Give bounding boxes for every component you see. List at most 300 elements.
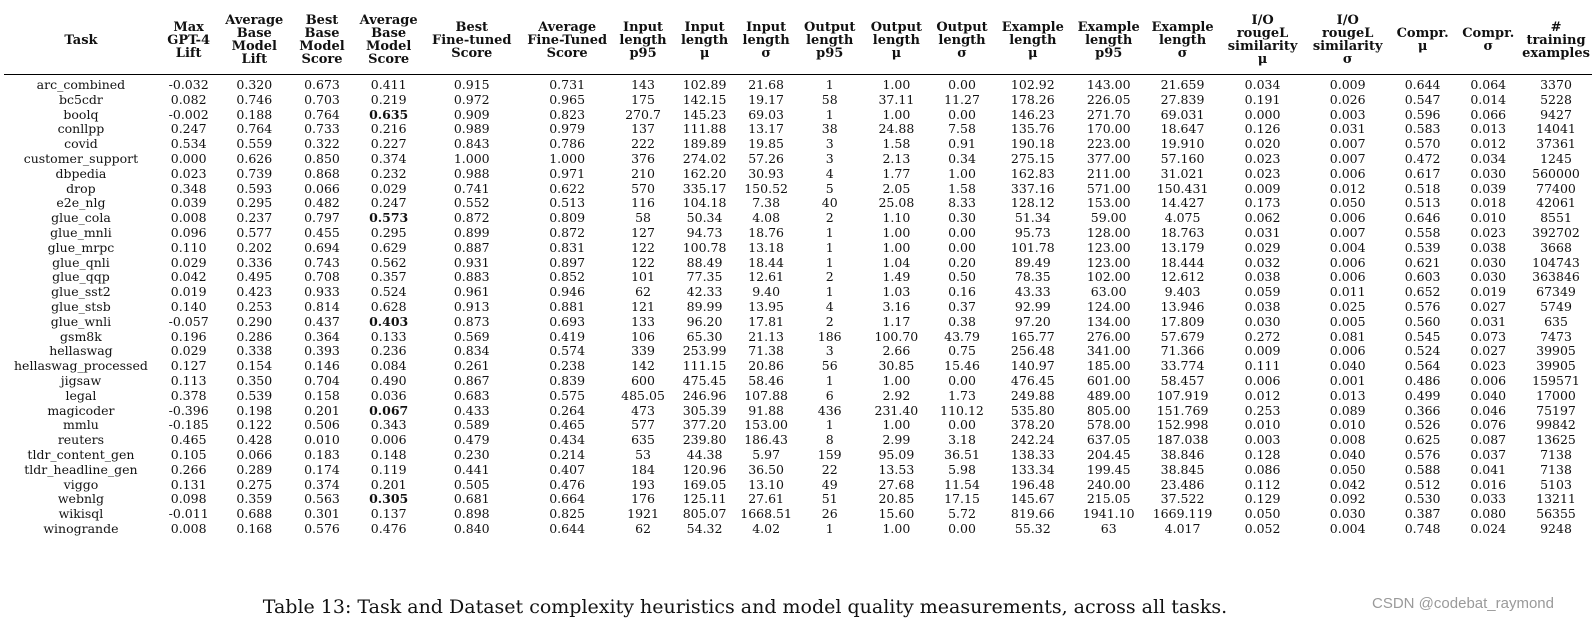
table-row xyxy=(4,270,1592,285)
value-cell: 0.407 xyxy=(549,461,586,477)
value-cell: 377.20 xyxy=(682,417,727,433)
column-header: # training examples xyxy=(1520,8,1592,75)
value-cell: 1921 xyxy=(627,506,659,522)
value-cell: 17000 xyxy=(1536,387,1576,403)
value-cell: 0.739 xyxy=(236,165,273,181)
value-cell: 21.659 xyxy=(1160,77,1205,92)
value-cell: 0.011 xyxy=(1329,284,1366,300)
task-name-cell: customer_support xyxy=(23,150,139,166)
value-cell: 0.007 xyxy=(1329,150,1366,166)
value-cell: 0.419 xyxy=(549,328,586,344)
value-cell: 89.99 xyxy=(686,298,723,314)
value-cell: 38 xyxy=(821,121,838,137)
task-name-cell: glue_wnli xyxy=(50,313,112,329)
value-cell: 378.20 xyxy=(1010,417,1055,433)
value-cell: 42061 xyxy=(1536,195,1576,211)
value-cell: 1.00 xyxy=(882,106,911,122)
value-cell: 0.027 xyxy=(1470,298,1507,314)
task-name-cell: tldr_content_gen xyxy=(27,446,135,462)
task-name-cell: mmlu xyxy=(63,417,99,433)
value-cell: 0.092 xyxy=(1329,491,1366,507)
value-cell: 0.023 xyxy=(1470,224,1507,240)
value-cell: 0.946 xyxy=(549,284,586,300)
value-cell: 143 xyxy=(631,77,655,92)
value-cell: 57.160 xyxy=(1160,150,1205,166)
value-cell: 0.741 xyxy=(453,180,490,196)
value-cell: 116 xyxy=(631,195,655,211)
value-cell: 0.059 xyxy=(1244,284,1281,300)
value-cell: 1.00 xyxy=(882,224,911,240)
value-cell: 0.338 xyxy=(236,343,273,359)
value-cell: 485.05 xyxy=(621,387,665,403)
value-cell: 145.67 xyxy=(1010,491,1055,507)
value-cell: 0.573 xyxy=(369,210,409,226)
value-cell: 0.030 xyxy=(1470,165,1507,181)
task-name-cell: winogrande xyxy=(43,520,119,536)
value-cell: 0.441 xyxy=(453,461,490,477)
value-cell: 99842 xyxy=(1536,417,1576,433)
value-cell: 0.003 xyxy=(1244,432,1281,448)
value-cell: 0.972 xyxy=(453,91,490,107)
value-cell: 0.524 xyxy=(1404,343,1441,359)
value-cell: 13.10 xyxy=(748,476,785,492)
value-cell: 0.320 xyxy=(236,77,273,92)
value-cell: 211.00 xyxy=(1086,165,1131,181)
task-name-cell: legal xyxy=(65,387,97,403)
value-cell: 0.113 xyxy=(170,372,207,388)
value-cell: 339 xyxy=(631,343,655,359)
task-name-cell: wikisql xyxy=(58,506,104,522)
value-cell: 0.006 xyxy=(1329,343,1366,359)
value-cell: 0.137 xyxy=(370,506,407,522)
value-cell: 0.023 xyxy=(1244,165,1281,181)
value-cell: 1 xyxy=(825,284,834,300)
value-cell: 19.85 xyxy=(748,136,785,152)
value-cell: 0.913 xyxy=(453,298,490,314)
value-cell: 0.012 xyxy=(1470,136,1507,152)
table-row xyxy=(4,389,1592,404)
value-cell: 36.51 xyxy=(944,446,980,462)
value-cell: 0.198 xyxy=(236,402,273,418)
value-cell: 231.40 xyxy=(874,402,919,418)
value-cell: 138.33 xyxy=(1010,446,1055,462)
value-cell: 0.005 xyxy=(1329,313,1366,329)
value-cell: 18.44 xyxy=(748,254,785,270)
value-cell: 0.764 xyxy=(236,121,273,137)
value-cell: 1.00 xyxy=(882,372,911,388)
value-cell: 0.067 xyxy=(369,402,409,418)
value-cell: 0.216 xyxy=(370,121,407,137)
value-cell: 0.154 xyxy=(236,358,273,374)
value-cell: 92.99 xyxy=(1014,298,1051,314)
value-cell: 75197 xyxy=(1536,402,1576,418)
value-cell: 0.232 xyxy=(370,165,407,181)
value-cell: 178.26 xyxy=(1010,91,1055,107)
task-name-cell: glue_sst2 xyxy=(51,284,111,300)
value-cell: 1 xyxy=(825,239,834,255)
value-cell: 635 xyxy=(1544,313,1568,329)
value-cell: 256.48 xyxy=(1010,343,1055,359)
value-cell: 0.455 xyxy=(304,224,340,240)
value-cell: 151.769 xyxy=(1156,402,1209,418)
value-cell: 0.042 xyxy=(1329,476,1366,492)
table-row xyxy=(4,182,1592,197)
value-cell: 0.023 xyxy=(1244,150,1281,166)
value-cell: 133 xyxy=(631,313,655,329)
value-cell: 4.08 xyxy=(752,210,781,226)
value-cell: 0.583 xyxy=(1404,121,1441,137)
value-cell: 0.00 xyxy=(948,520,976,536)
column-header: Average Base Model Score xyxy=(355,8,423,75)
value-cell: 571.00 xyxy=(1086,180,1131,196)
value-cell: 0.809 xyxy=(549,210,586,226)
value-cell: 8.33 xyxy=(948,195,976,211)
value-cell: 0.214 xyxy=(549,446,586,462)
column-header: Input length μ xyxy=(673,8,737,75)
value-cell: 13.95 xyxy=(748,298,785,314)
value-cell: 0.814 xyxy=(304,298,340,314)
value-cell: 0.038 xyxy=(1470,239,1507,255)
value-cell: 0.840 xyxy=(453,520,490,536)
value-cell: 128.00 xyxy=(1086,224,1131,240)
value-cell: 8 xyxy=(825,432,834,448)
value-cell: 0.839 xyxy=(549,372,586,388)
value-cell: 0.506 xyxy=(304,417,340,433)
value-cell: 4 xyxy=(825,165,834,181)
value-cell: 240.00 xyxy=(1086,476,1131,492)
column-header: Input length σ xyxy=(736,8,795,75)
value-cell: 0.227 xyxy=(370,136,407,152)
value-cell: 0.275 xyxy=(236,476,273,492)
value-cell: 3370 xyxy=(1540,77,1572,92)
value-cell: 7.38 xyxy=(752,195,781,211)
value-cell: 37.11 xyxy=(878,91,915,107)
value-cell: 2.99 xyxy=(882,432,911,448)
value-cell: 2.05 xyxy=(882,180,911,196)
value-cell: 0.018 xyxy=(1470,195,1507,211)
value-cell: 577 xyxy=(631,417,655,433)
value-cell: 56355 xyxy=(1536,506,1576,522)
value-cell: 0.596 xyxy=(1404,106,1441,122)
value-cell: 275.15 xyxy=(1010,150,1055,166)
value-cell: 0.010 xyxy=(304,432,340,448)
value-cell: 0.127 xyxy=(170,358,207,374)
table-body xyxy=(4,75,1592,537)
value-cell: 0.030 xyxy=(1470,254,1507,270)
value-cell: 0.897 xyxy=(549,254,586,270)
value-cell: 0.006 xyxy=(1244,372,1281,388)
value-cell: 0.552 xyxy=(453,195,490,211)
value-cell: 94.73 xyxy=(686,224,723,240)
value-cell: 0.032 xyxy=(1244,254,1281,270)
value-cell: 0.629 xyxy=(370,239,407,255)
value-cell: 0.001 xyxy=(1329,372,1366,388)
value-cell: 30.85 xyxy=(878,358,915,374)
value-cell: 0.872 xyxy=(549,224,586,240)
value-cell: 0.37 xyxy=(948,298,976,314)
task-name-cell: glue_mnli xyxy=(50,224,112,240)
task-name-cell: e2e_nlg xyxy=(56,195,106,211)
value-cell: 0.031 xyxy=(1470,313,1507,329)
value-cell: 0.006 xyxy=(1470,372,1507,388)
table-row xyxy=(4,256,1592,271)
value-cell: 0.013 xyxy=(1470,121,1507,137)
value-cell: 0.024 xyxy=(1470,520,1507,536)
table-row xyxy=(4,374,1592,389)
value-cell: 0.038 xyxy=(1244,298,1281,314)
value-cell: 111.15 xyxy=(682,358,727,374)
value-cell: 578.00 xyxy=(1086,417,1131,433)
complexity-table xyxy=(4,8,1592,537)
value-cell: 0.038 xyxy=(1244,269,1281,285)
value-cell: 0.513 xyxy=(549,195,586,211)
value-cell: 1.49 xyxy=(882,269,911,285)
task-name-cell: hellaswag_processed xyxy=(14,358,148,374)
column-header: Output length μ xyxy=(864,8,930,75)
value-cell: 0.589 xyxy=(453,417,490,433)
value-cell: 0.575 xyxy=(549,387,586,403)
value-cell: 0.703 xyxy=(304,91,340,107)
value-cell: 0.526 xyxy=(1404,417,1441,433)
value-cell: 5749 xyxy=(1540,298,1572,314)
value-cell: 175 xyxy=(631,91,655,107)
value-cell: 143.00 xyxy=(1086,77,1131,92)
value-cell: 0.013 xyxy=(1329,387,1366,403)
value-cell: 560000 xyxy=(1532,165,1580,181)
column-header: Input length p95 xyxy=(613,8,672,75)
value-cell: 635 xyxy=(631,432,655,448)
task-name-cell: glue_cola xyxy=(51,210,111,226)
value-cell: 0.039 xyxy=(1470,180,1507,196)
value-cell: 0.112 xyxy=(1244,476,1281,492)
value-cell: 0.00 xyxy=(948,106,976,122)
value-cell: 12.612 xyxy=(1160,269,1205,285)
value-cell: 0.012 xyxy=(1244,387,1281,403)
value-cell: 1 xyxy=(825,417,834,433)
value-cell: 104743 xyxy=(1532,254,1580,270)
value-cell: 0.873 xyxy=(453,313,490,329)
value-cell: 0.708 xyxy=(304,269,340,285)
value-cell: 2.13 xyxy=(882,150,911,166)
task-name-cell: tldr_headline_gen xyxy=(24,461,138,477)
value-cell: 21.68 xyxy=(748,77,785,92)
value-cell: 0.673 xyxy=(304,77,340,92)
value-cell: 1.00 xyxy=(882,520,911,536)
value-cell: 0.562 xyxy=(370,254,407,270)
value-cell: 0.031 xyxy=(1244,224,1281,240)
value-cell: 805.07 xyxy=(682,506,727,522)
value-cell: 89.49 xyxy=(1014,254,1051,270)
value-cell: 5 xyxy=(825,180,834,196)
value-cell: 0.010 xyxy=(1329,417,1366,433)
value-cell: 186 xyxy=(817,328,842,344)
value-cell: 38.845 xyxy=(1160,461,1205,477)
value-cell: 0.196 xyxy=(170,328,207,344)
value-cell: 122 xyxy=(631,254,655,270)
value-cell: 27.68 xyxy=(878,476,915,492)
value-cell: 0.146 xyxy=(304,358,340,374)
value-cell: 0.545 xyxy=(1404,328,1441,344)
value-cell: 0.00 xyxy=(948,77,976,92)
value-cell: 0.825 xyxy=(549,506,586,522)
value-cell: -0.396 xyxy=(168,402,209,418)
value-cell: 0.110 xyxy=(170,239,207,255)
value-cell: 65.30 xyxy=(686,328,723,344)
value-cell: 0.476 xyxy=(549,476,586,492)
value-cell: 22 xyxy=(821,461,838,477)
table-row xyxy=(4,196,1592,211)
value-cell: 102.92 xyxy=(1010,77,1055,92)
value-cell: 0.931 xyxy=(453,254,490,270)
value-cell: 0.030 xyxy=(1470,269,1507,285)
value-cell: 0.868 xyxy=(304,165,340,181)
value-cell: 190.18 xyxy=(1010,136,1055,152)
value-cell: 0.635 xyxy=(369,106,409,122)
value-cell: 0.029 xyxy=(1244,239,1281,255)
value-cell: 0.286 xyxy=(236,328,273,344)
column-header: Task xyxy=(4,8,158,75)
value-cell: 0.031 xyxy=(1329,121,1366,137)
value-cell: 305.39 xyxy=(682,402,727,418)
value-cell: 0.348 xyxy=(170,180,207,196)
value-cell: 0.140 xyxy=(170,298,207,314)
value-cell: 0.010 xyxy=(1244,417,1281,433)
value-cell: 3668 xyxy=(1540,239,1572,255)
value-cell: 0.786 xyxy=(549,136,586,152)
value-cell: 1.58 xyxy=(948,180,976,196)
value-cell: 0.336 xyxy=(236,254,273,270)
table-row xyxy=(4,108,1592,123)
value-cell: 0.148 xyxy=(370,446,407,462)
value-cell: 0.476 xyxy=(370,520,407,536)
value-cell: 37361 xyxy=(1536,136,1576,152)
value-cell: 1.10 xyxy=(882,210,911,226)
value-cell: 1 xyxy=(825,254,834,270)
value-cell: 570 xyxy=(631,180,655,196)
value-cell: 145.23 xyxy=(682,106,727,122)
value-cell: 0.899 xyxy=(453,224,490,240)
value-cell: 0.664 xyxy=(549,491,586,507)
value-cell: 0.264 xyxy=(549,402,586,418)
value-cell: 54.32 xyxy=(686,520,723,536)
value-cell: 239.80 xyxy=(682,432,727,448)
value-cell: 0.158 xyxy=(304,387,340,403)
value-cell: 159571 xyxy=(1532,372,1580,388)
value-cell: 0.988 xyxy=(453,165,490,181)
value-cell: 3.18 xyxy=(948,432,976,448)
value-cell: 0.004 xyxy=(1329,520,1366,536)
column-header: Output length σ xyxy=(929,8,995,75)
value-cell: 0.465 xyxy=(170,432,207,448)
value-cell: 0.00 xyxy=(948,239,976,255)
value-cell: 193 xyxy=(631,476,655,492)
value-cell: 1.00 xyxy=(948,165,976,181)
value-cell: 67349 xyxy=(1536,284,1576,300)
value-cell: 0.010 xyxy=(1470,210,1507,226)
value-cell: 0.681 xyxy=(453,491,490,507)
value-cell: 153.00 xyxy=(744,417,788,433)
value-cell: 0.411 xyxy=(370,77,407,92)
value-cell: 77400 xyxy=(1536,180,1576,196)
value-cell: 153.00 xyxy=(1086,195,1131,211)
value-cell: 1.17 xyxy=(882,313,911,329)
value-cell: 1 xyxy=(825,224,834,240)
value-cell: 0.621 xyxy=(1404,254,1441,270)
value-cell: 0.524 xyxy=(370,284,407,300)
value-cell: 0.746 xyxy=(236,91,273,107)
value-cell: 0.036 xyxy=(370,387,407,403)
value-cell: 122 xyxy=(631,239,655,255)
table-header-row xyxy=(4,8,1592,75)
value-cell: 0.076 xyxy=(1470,417,1507,433)
value-cell: 142 xyxy=(631,358,655,374)
value-cell: 2 xyxy=(825,313,834,329)
value-cell: 0.040 xyxy=(1329,358,1366,374)
column-header: Average Base Model Lift xyxy=(219,8,289,75)
value-cell: 0.023 xyxy=(170,165,207,181)
value-cell: 23.486 xyxy=(1160,476,1205,492)
value-cell: 600 xyxy=(631,372,655,388)
value-cell: 77.35 xyxy=(686,269,723,285)
value-cell: 137 xyxy=(631,121,655,137)
value-cell: 170.00 xyxy=(1086,121,1131,137)
value-cell: 0.00 xyxy=(948,417,976,433)
value-cell: 1.000 xyxy=(453,150,490,166)
value-cell: 0.236 xyxy=(370,343,407,359)
value-cell: 2 xyxy=(825,269,834,285)
value-cell: 56 xyxy=(821,358,838,374)
column-header: Compr. σ xyxy=(1456,8,1520,75)
value-cell: 58 xyxy=(635,210,651,226)
value-cell: 0.126 xyxy=(1244,121,1281,137)
column-header: Compr. μ xyxy=(1389,8,1457,75)
table-row xyxy=(4,300,1592,315)
value-cell: 5.98 xyxy=(948,461,976,477)
value-cell: 0.037 xyxy=(1470,446,1507,462)
value-cell: 88.49 xyxy=(686,254,723,270)
value-cell: 226.05 xyxy=(1086,91,1131,107)
value-cell: 223.00 xyxy=(1086,136,1131,152)
value-cell: 0.008 xyxy=(1329,432,1366,448)
value-cell: 69.03 xyxy=(748,106,785,122)
value-cell: 0.472 xyxy=(1404,150,1441,166)
value-cell: 0.188 xyxy=(236,106,273,122)
value-cell: 0.040 xyxy=(1470,387,1507,403)
value-cell: 0.086 xyxy=(1244,461,1281,477)
value-cell: 196.48 xyxy=(1010,476,1055,492)
value-cell: 120.96 xyxy=(682,461,727,477)
value-cell: 95.09 xyxy=(878,446,915,462)
value-cell: 0.080 xyxy=(1470,506,1507,522)
value-cell: 0.75 xyxy=(948,343,976,359)
value-cell: 134.00 xyxy=(1086,313,1131,329)
value-cell: 13.946 xyxy=(1160,298,1205,314)
value-cell: 253.99 xyxy=(682,343,727,359)
value-cell: 0.009 xyxy=(1244,180,1281,196)
value-cell: 0.030 xyxy=(1329,506,1366,522)
value-cell: 135.76 xyxy=(1010,121,1055,137)
value-cell: 0.850 xyxy=(304,150,340,166)
table-row xyxy=(4,93,1592,108)
value-cell: 58 xyxy=(821,91,838,107)
task-name-cell: magicoder xyxy=(47,402,115,418)
value-cell: 58.46 xyxy=(748,372,785,388)
value-cell: 0.965 xyxy=(549,91,586,107)
value-cell: 17.809 xyxy=(1160,313,1205,329)
value-cell: 0.301 xyxy=(304,506,340,522)
value-cell: 0.201 xyxy=(304,402,340,418)
value-cell: 100.70 xyxy=(874,328,919,344)
